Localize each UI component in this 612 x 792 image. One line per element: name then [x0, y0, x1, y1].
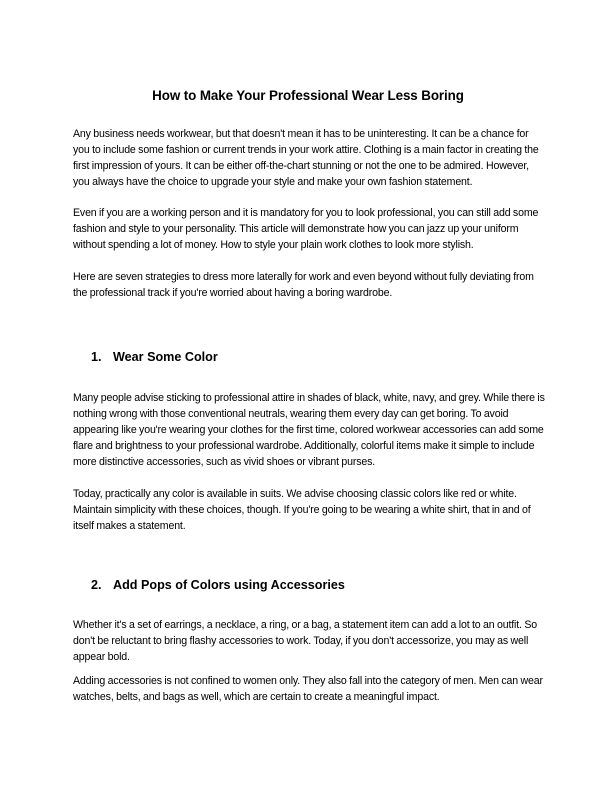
intro-paragraph-3: Here are seven strategies to dress more laterally for work and even beyond without fully deviating from the professional track if you're worried about having a boring wardrobe.	[73, 271, 534, 299]
section-2-title: Add Pops of Colors using Accessories	[113, 578, 345, 592]
section-2-paragraph-2: Adding accessories is not confined to women only. They also fall into the category of men. Men can wear watches, belts, and bags as well, which are certain to create a meaningful impact.	[73, 675, 543, 703]
section-2-paragraph-1: Whether it's a set of earrings, a necklace, a ring, or a bag, a statement item can add a lot to an outfit. So don't be reluctant to bring flashy accessories to work. Today, if you don't accessorize, you may as well appear bold.	[73, 619, 537, 663]
section-1-paragraph-1: Many people advise sticking to professional attire in shades of black, white, navy, and grey. While there is nothing wrong with those conventional neutrals, wearing them every day can get boring. To avoid appearing like you're wearing your clothes for the first time, colored workwear accessories can add some flare and brightness to your professional wardrobe. Additionally, colorful items make it simple to include more distinctive accessories, such as vivid shoes or vibrant purses.	[73, 392, 545, 468]
intro-paragraph-1: Any business needs workwear, but that doesn't mean it has to be uninteresting. It can be a chance for you to include some fashion or current trends in your work attire. Clothing is a main factor in creating the first impression of yours. It can be either off-the-chart stunning or not the one to be admired. However, you always have the choice to upgrade your style and make your own fashion statement.	[73, 128, 539, 188]
section-1-paragraph-2: Today, practically any color is available in suits. We advise choosing classic colors like red or white. Maintain simplicity with these choices, though. If you're going to be wearing a white shirt, that in and of itself makes a statement.	[73, 488, 531, 532]
intro-paragraph-2: Even if you are a working person and it is mandatory for you to look professional, you can still add some fashion and style to your personality. This article will demonstrate how you can jazz up your uniform without spending a lot of money. How to style your plain work clothes to look more stylish.	[73, 207, 539, 251]
section-1-title: Wear Some Color	[113, 350, 218, 364]
section-1-number: 1.	[91, 350, 102, 364]
section-1-heading	[91, 350, 218, 364]
section-2-number: 2.	[91, 578, 102, 592]
document-title: How to Make Your Professional Wear Less Boring	[152, 88, 464, 103]
section-2-heading	[91, 578, 345, 592]
